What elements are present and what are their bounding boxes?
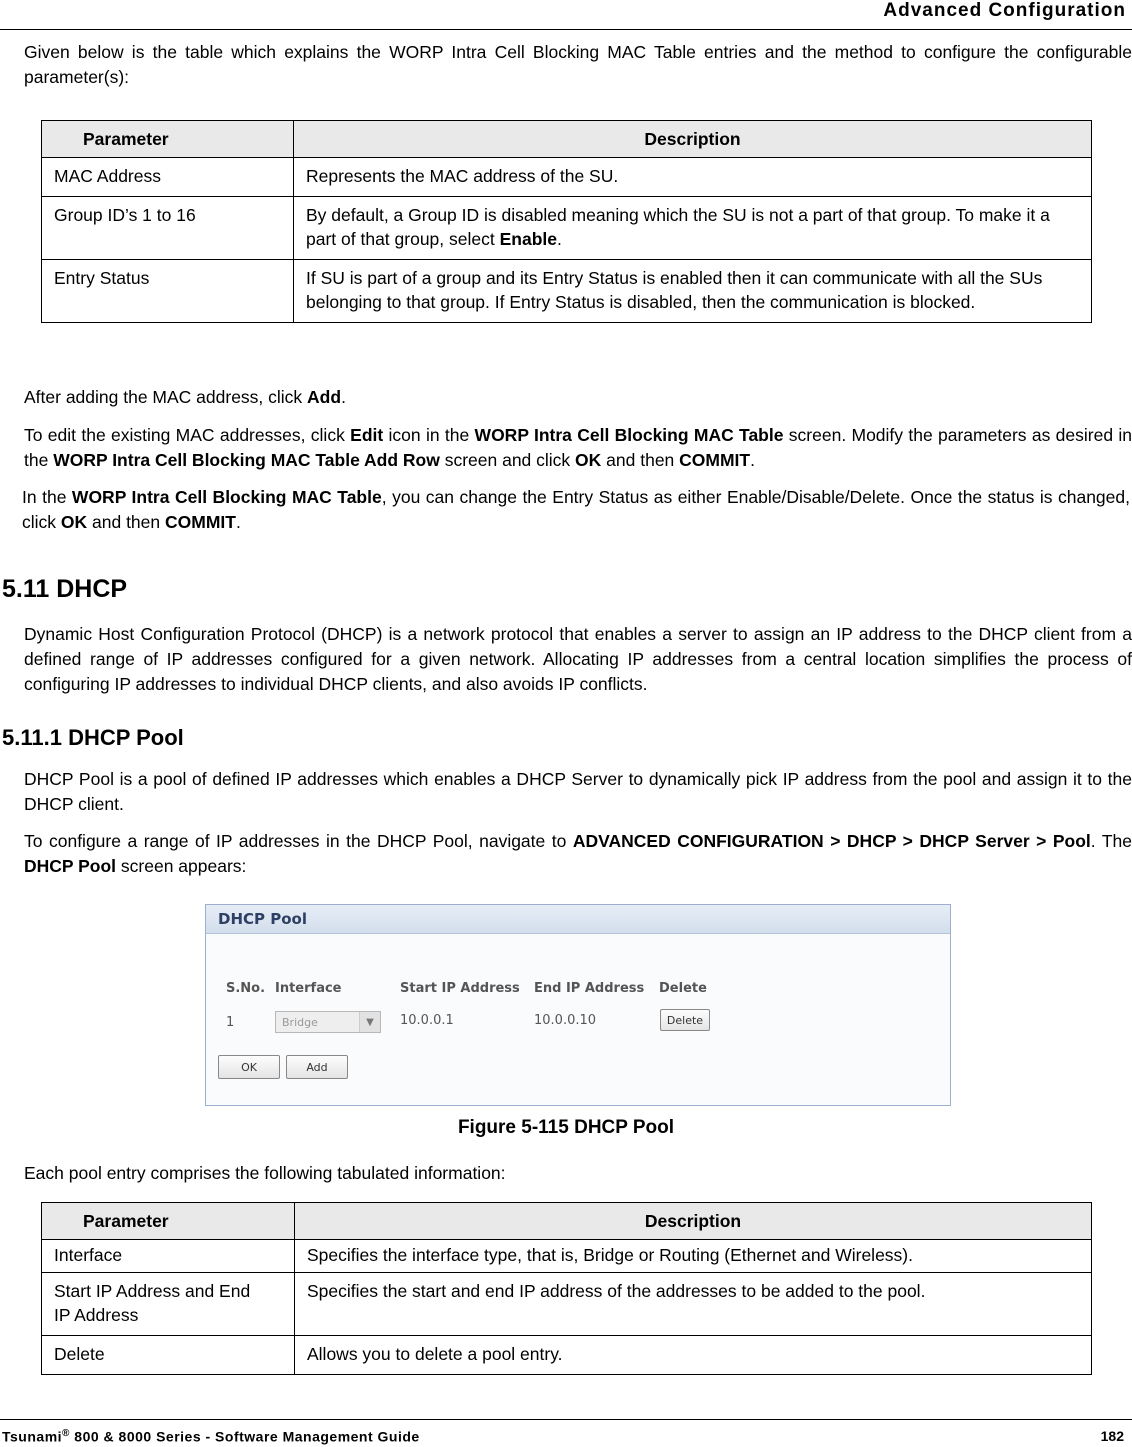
navigation-paragraph	[24, 829, 1132, 879]
cell-desc: Specifies the start and end IP address of the addresses to be added to the pool.	[295, 1273, 1092, 1336]
subsection-paragraph: DHCP Pool is a pool of defined IP addresses which enables a DHCP Server to dynamically pick IP address from the pool and assign it to the DHCP client.	[24, 769, 1132, 814]
text: .	[750, 450, 755, 470]
cell-desc: Represents the MAC address of the SU.	[294, 158, 1092, 197]
bold: OK	[60, 512, 88, 532]
table-header-parameter: Parameter	[42, 121, 294, 158]
cell-param: Entry Status	[42, 260, 294, 323]
cell-desc: Allows you to delete a pool entry.	[295, 1336, 1092, 1375]
page-number: 182	[1100, 1428, 1124, 1444]
add-paragraph	[24, 385, 1132, 410]
table-header-description: Description	[295, 1203, 1092, 1240]
text: After adding the MAC address, click	[24, 387, 308, 407]
interface-select[interactable]	[275, 1011, 381, 1033]
cell-desc: If SU is part of a group and its Entry Status is enabled then it can communicate with all the SUs belonging to that group. If Entry Status is disabled, then the communication is blocked.	[294, 260, 1092, 323]
text: and then	[87, 512, 165, 532]
cell-param: Start IP Address and End IP Address	[42, 1273, 295, 1336]
col-delete: Delete	[659, 981, 707, 996]
mac-table	[41, 120, 1092, 323]
table-row	[42, 158, 1092, 197]
bold: Edit	[350, 425, 384, 445]
cell-param: Delete	[42, 1336, 295, 1375]
bold: WORP Intra Cell Blocking MAC Table	[71, 487, 382, 507]
table-header-parameter: Parameter	[42, 1203, 295, 1240]
text: screen. Modify the parameters as desired in the	[24, 425, 1132, 470]
text: .	[341, 387, 346, 407]
footer-rule	[0, 1419, 1132, 1420]
section-paragraph: Dynamic Host Configuration Protocol (DHCP) is a network protocol that enables a server to assign an IP address to the DHCP client from a defined range of IP addresses configured for a given network. Allocating IP addresses from a central location simplifies the process of configuring IP addresses to individual DHCP clients, and also avoids IP conflicts.	[24, 624, 1132, 694]
section-heading: 5.11 DHCP	[2, 575, 128, 603]
text: screen and click	[439, 450, 576, 470]
text: , you can change the Entry Status as either Enable/Disable/Delete. Once the status is changed, click	[22, 487, 1130, 532]
cell-desc: Specifies the interface type, that is, Bridge or Routing (Ethernet and Wireless).	[295, 1240, 1092, 1273]
table-row	[42, 260, 1092, 323]
col-interface: Interface	[275, 981, 342, 996]
desc-text: .	[556, 229, 562, 249]
col-start-ip: Start IP Address	[400, 981, 520, 996]
table-row	[42, 197, 1092, 260]
row-start-ip: 10.0.0.1	[400, 1013, 454, 1028]
header-rule	[0, 29, 1132, 30]
col-sno: S.No.	[226, 981, 266, 996]
table-row	[42, 1240, 1092, 1273]
text: and then	[601, 450, 680, 470]
desc-text: By default, a Group ID is disabled meaning which the SU is not a part of that group. To make it a part of that group, select	[306, 205, 1050, 249]
table-row	[42, 1336, 1092, 1375]
bold: WORP Intra Cell Blocking MAC Table	[474, 425, 784, 445]
delete-button[interactable]: Delete	[660, 1009, 710, 1031]
page-header-title: Advanced Configuration	[883, 0, 1126, 21]
dhcp-pool-table	[218, 967, 924, 1049]
pool-entry-paragraph: Each pool entry comprises the following tabulated information:	[24, 1163, 506, 1183]
text: .	[235, 512, 241, 532]
row-end-ip: 10.0.0.10	[534, 1013, 597, 1028]
dhcp-pool-screenshot	[205, 904, 951, 1106]
table-row	[42, 1273, 1092, 1336]
chevron-down-icon: ▼	[359, 1012, 380, 1032]
interface-value: Bridge	[282, 1016, 318, 1029]
cell-desc	[294, 197, 1092, 260]
footer-title	[2, 1428, 420, 1445]
cell-param: Interface	[42, 1240, 295, 1273]
subsection-heading: 5.11.1 DHCP Pool	[2, 725, 184, 750]
footer-brand: Tsunami	[2, 1428, 63, 1445]
figure-window-title: DHCP Pool	[206, 905, 950, 934]
status-paragraph	[22, 485, 1130, 535]
desc-bold: Enable	[499, 229, 557, 249]
text: To configure a range of IP addresses in the DHCP Pool, navigate to	[24, 831, 573, 851]
bold: COMMIT	[165, 512, 236, 532]
cell-param: MAC Address	[42, 158, 294, 197]
cell-param: Group ID’s 1 to 16	[42, 197, 294, 260]
text: To edit the existing MAC addresses, click	[24, 425, 351, 445]
text: In the	[22, 487, 72, 507]
text: screen appears:	[116, 856, 247, 876]
bold: COMMIT	[679, 450, 751, 470]
bold: DHCP Pool	[24, 856, 117, 876]
add-button[interactable]: Add	[286, 1055, 348, 1079]
text: . The	[1090, 831, 1132, 851]
col-end-ip: End IP Address	[534, 981, 645, 996]
intro-paragraph: Given below is the table which explains the WORP Intra Cell Blocking MAC Table entries and the method to configure the configurable parameter(s):	[24, 42, 1132, 87]
ok-button[interactable]: OK	[218, 1055, 280, 1079]
table-header-description: Description	[294, 121, 1092, 158]
bold: ADVANCED CONFIGURATION > DHCP > DHCP Server > Pool	[572, 831, 1091, 851]
footer-text: 800 & 8000 Series - Software Management Guide	[69, 1428, 420, 1445]
bold: OK	[575, 450, 602, 470]
registered-mark: ®	[62, 1428, 70, 1439]
pool-table	[41, 1202, 1092, 1375]
edit-paragraph	[24, 423, 1132, 473]
row-sno: 1	[226, 1015, 235, 1030]
bold: Add	[307, 387, 342, 407]
text: icon in the	[383, 425, 475, 445]
bold: WORP Intra Cell Blocking MAC Table Add Row	[53, 450, 440, 470]
figure-caption: Figure 5-115 DHCP Pool	[457, 1117, 675, 1138]
